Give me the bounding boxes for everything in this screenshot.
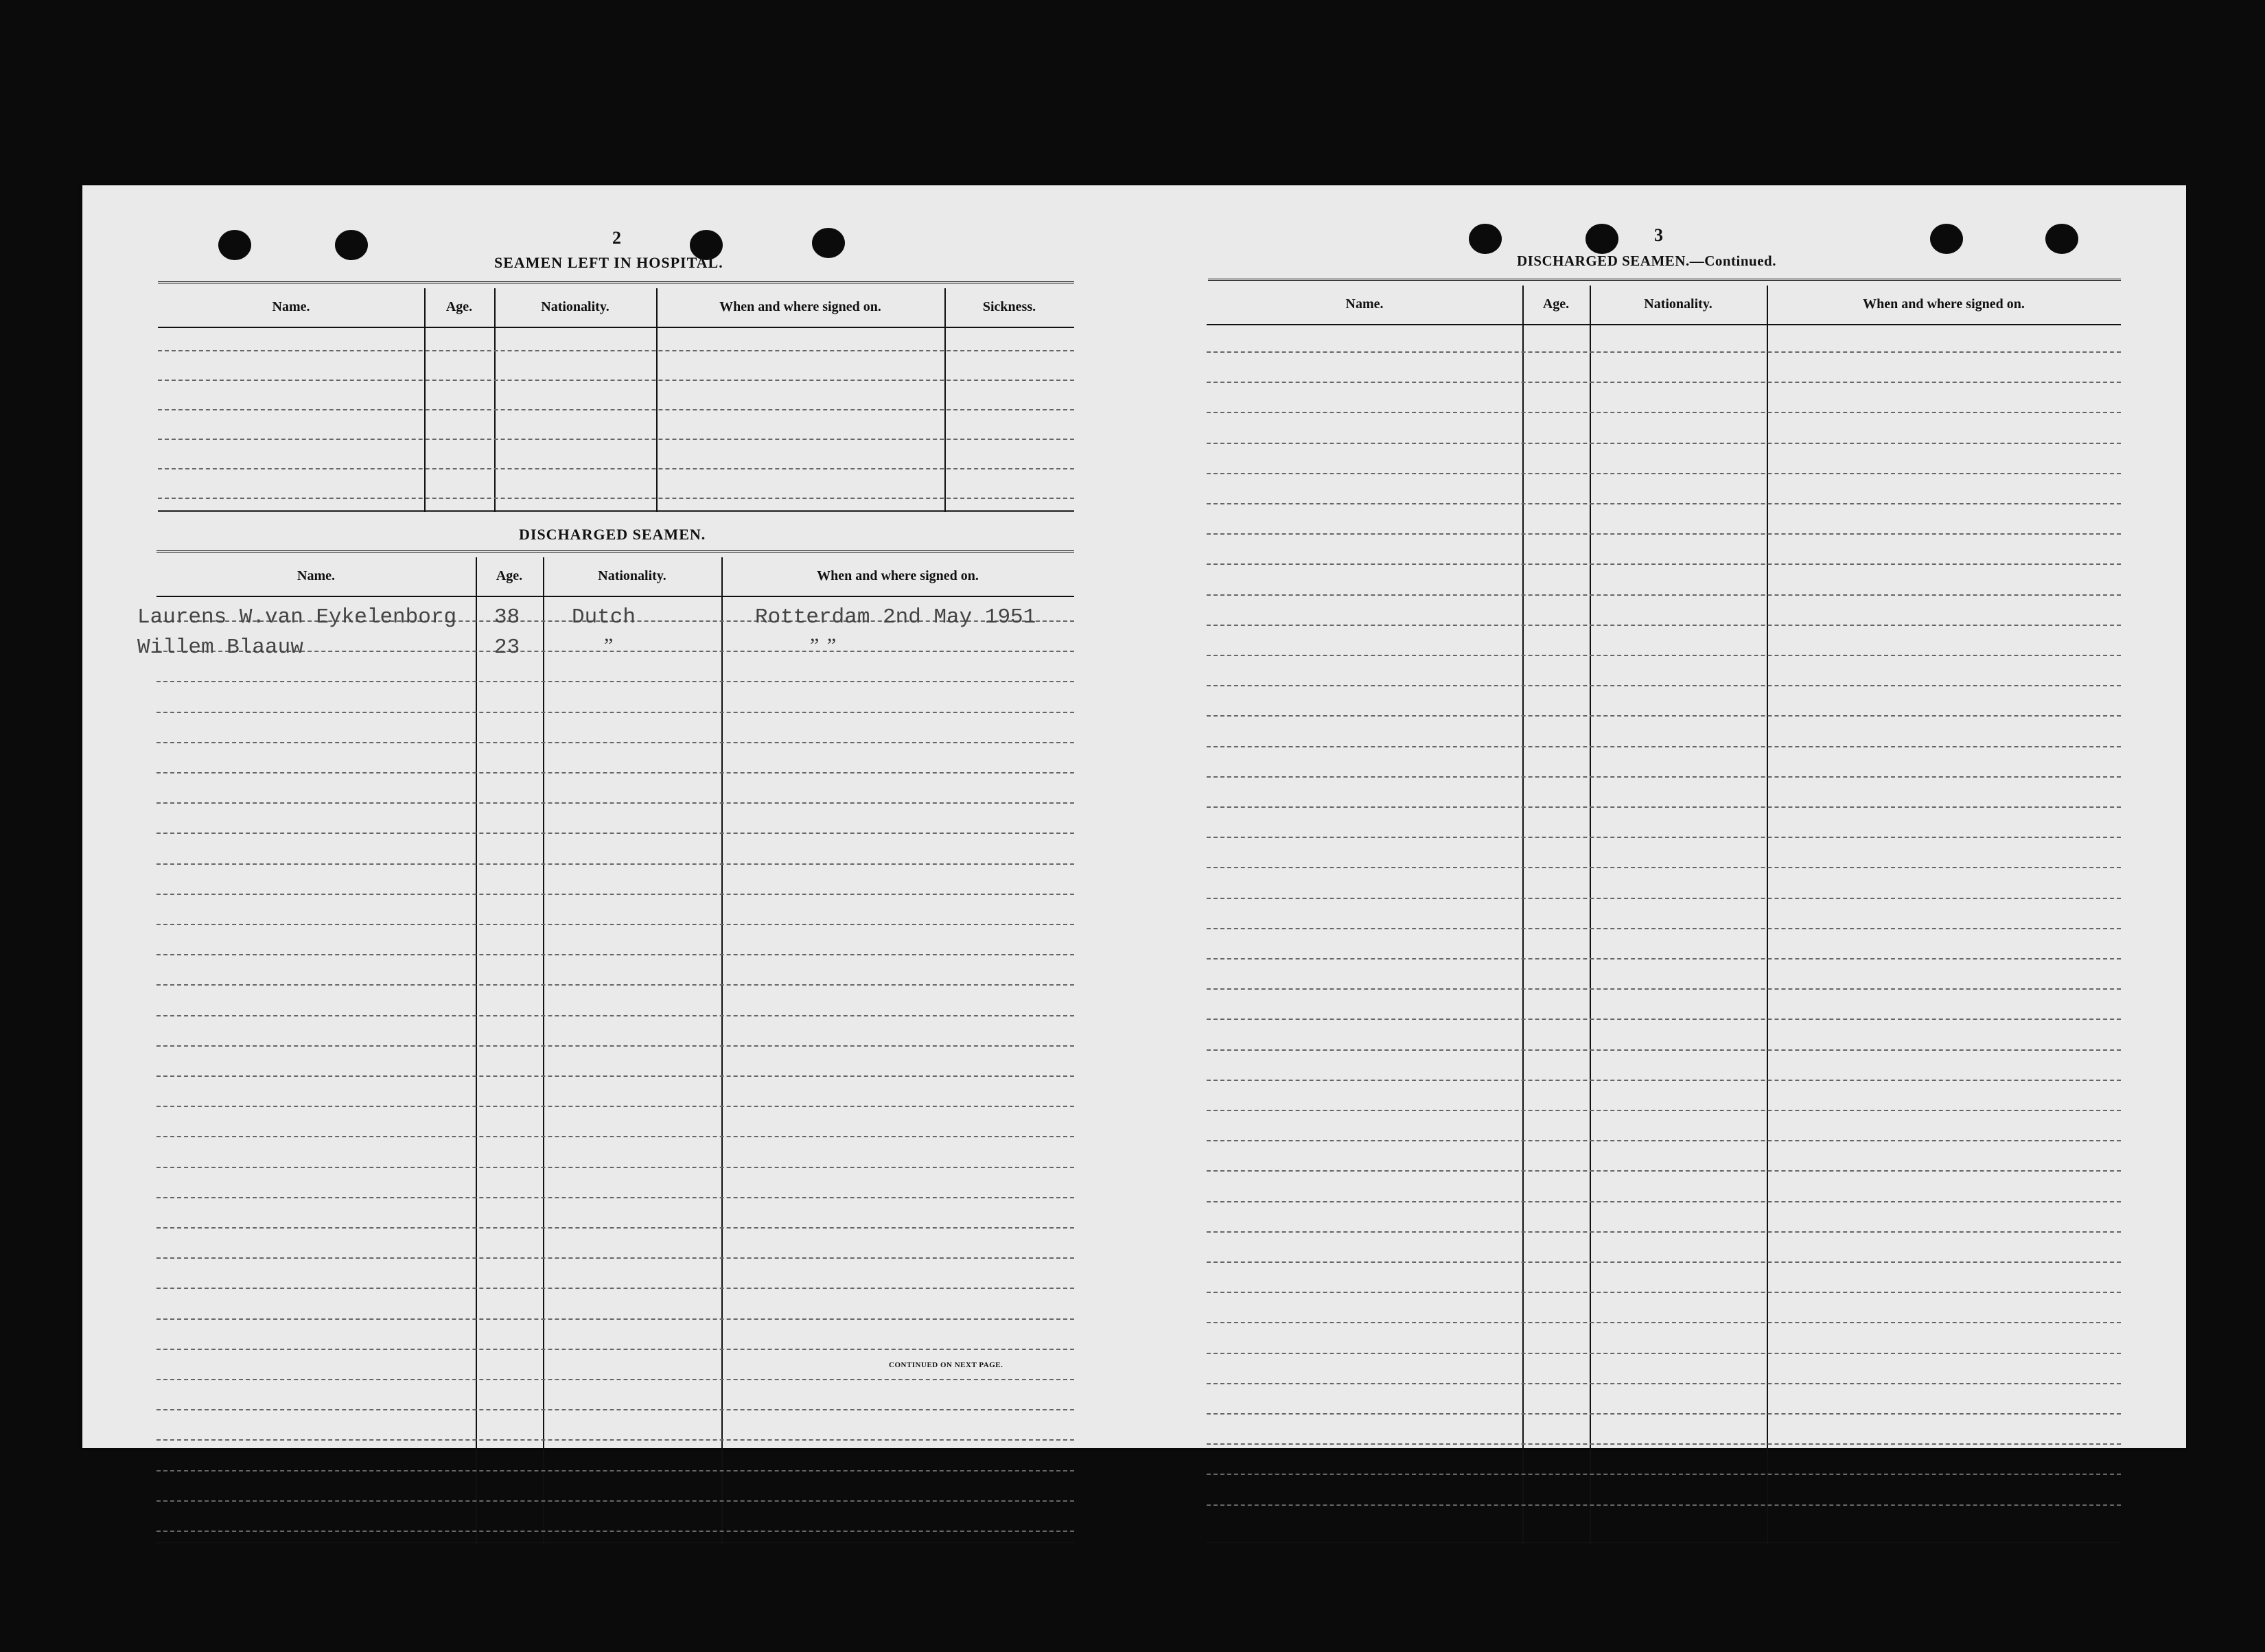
ruled-line	[156, 1409, 1074, 1410]
continued-note: CONTINUED ON NEXT PAGE.	[889, 1361, 1003, 1369]
hospital-table	[158, 288, 1074, 512]
right-section-title: DISCHARGED SEAMEN.—Continued.	[1517, 253, 1776, 269]
ruled-line	[1207, 1292, 2121, 1293]
col-header-name: Name.	[297, 568, 335, 583]
entry-2-age: 23	[494, 636, 520, 660]
ruled-line	[1207, 563, 2121, 565]
ruled-line	[1207, 1231, 2121, 1233]
ruled-line	[156, 1136, 1074, 1137]
ruled-line	[156, 681, 1074, 682]
ruled-line	[156, 712, 1074, 713]
hospital-section-title: SEAMEN LEFT IN HOSPITAL.	[494, 254, 723, 271]
discharged-top-rule	[156, 550, 1074, 555]
ruled-line	[156, 984, 1074, 986]
ruled-line	[1207, 1019, 2121, 1020]
col-header-age: Age.	[1542, 296, 1570, 312]
punch-hole	[335, 230, 368, 260]
ruled-line	[156, 1197, 1074, 1198]
col-header-signed-on: When and where signed on.	[817, 568, 979, 583]
col-header-age: Age.	[445, 299, 473, 314]
punch-hole	[1469, 224, 1502, 254]
entry-1-age: 38	[494, 605, 520, 629]
ruled-line	[1207, 928, 2121, 929]
ruled-line	[1207, 1383, 2121, 1384]
ruled-line	[156, 1106, 1074, 1107]
ledger-sheet	[82, 185, 2186, 1448]
ruled-line	[156, 924, 1074, 925]
ruled-line	[156, 1439, 1074, 1441]
ruled-line	[1207, 412, 2121, 413]
right-top-rule	[1208, 279, 2121, 283]
col-header-age: Age.	[496, 568, 523, 583]
punch-hole	[2045, 224, 2078, 254]
ruled-line	[156, 954, 1074, 955]
ruled-line	[1207, 958, 2121, 959]
ruled-line	[156, 1470, 1074, 1471]
ruled-line	[156, 1500, 1074, 1502]
entry-1-signed-on: Rotterdam 2nd May 1951	[755, 605, 1036, 629]
punch-hole	[218, 230, 251, 260]
ruled-line	[1207, 1353, 2121, 1354]
ruled-line	[156, 772, 1074, 773]
ruled-line	[1207, 1170, 2121, 1172]
ruled-line	[156, 1379, 1074, 1380]
ruled-line	[1207, 382, 2121, 383]
ruled-line	[156, 1075, 1074, 1077]
entry-2-nationality-ditto: ”	[604, 634, 615, 657]
hospital-header-row	[158, 288, 1074, 328]
ruled-line	[156, 1015, 1074, 1016]
entry-1-nationality: Dutch	[572, 605, 636, 629]
col-header-name: Name.	[1345, 296, 1384, 312]
ruled-line	[1207, 473, 2121, 474]
col-header-sickness: Sickness.	[982, 299, 1036, 314]
ruled-line	[1207, 655, 2121, 656]
col-header-nationality: Nationality.	[598, 568, 666, 583]
ruled-line	[1207, 806, 2121, 808]
col-header-nationality: Nationality.	[541, 299, 609, 314]
right-header-row	[1207, 286, 2121, 325]
page-number-right: 3	[1654, 225, 1663, 245]
col-header-name: Name.	[272, 299, 310, 314]
ruled-line	[1207, 1413, 2121, 1415]
entry-2-signed-on-ditto: ” ”	[810, 634, 838, 657]
page-number-left: 2	[612, 228, 621, 248]
ruled-line	[1207, 1474, 2121, 1475]
ruled-line	[1207, 1049, 2121, 1051]
col-header-signed-on: When and where signed on.	[1863, 296, 2025, 312]
ruled-line	[156, 1288, 1074, 1289]
punch-hole	[1586, 224, 1618, 254]
ruled-line	[1207, 533, 2121, 535]
punch-hole	[812, 228, 845, 258]
discharged-table	[156, 557, 1074, 1544]
ruled-line	[1207, 685, 2121, 686]
ruled-line	[1207, 503, 2121, 504]
ruled-line	[1207, 1140, 2121, 1141]
ruled-line	[1207, 776, 2121, 778]
col-header-signed-on: When and where signed on.	[719, 299, 881, 314]
entry-1-name: Laurens W.van Eykelenborg	[137, 605, 457, 629]
ruled-line	[156, 1349, 1074, 1350]
ruled-line	[1207, 594, 2121, 596]
discharged-continued-table	[1207, 286, 2121, 1544]
ruled-line	[1207, 988, 2121, 990]
ruled-line	[1207, 1080, 2121, 1081]
ruled-line	[156, 1227, 1074, 1229]
ruled-line	[1207, 1261, 2121, 1263]
ruled-line	[1207, 351, 2121, 353]
punch-hole	[1930, 224, 1963, 254]
ruled-line	[1207, 867, 2121, 868]
ruled-line	[1207, 898, 2121, 899]
ruled-line	[1207, 715, 2121, 717]
entry-2-name: Willem Blaauw	[137, 636, 303, 660]
ruled-line	[156, 1167, 1074, 1168]
ruled-line	[156, 1318, 1074, 1320]
discharged-section-title: DISCHARGED SEAMEN.	[519, 526, 706, 543]
ruled-line	[1207, 837, 2121, 838]
hospital-top-rule	[158, 281, 1074, 286]
ruled-line	[1207, 625, 2121, 626]
ruled-line	[1207, 1504, 2121, 1506]
ruled-line	[156, 742, 1074, 743]
ruled-line	[156, 1045, 1074, 1047]
ruled-line	[1207, 1322, 2121, 1323]
ruled-line	[1207, 1201, 2121, 1202]
discharged-header-row	[156, 557, 1074, 597]
ruled-line	[156, 863, 1074, 865]
col-header-nationality: Nationality.	[1644, 296, 1712, 312]
ruled-line	[1207, 443, 2121, 444]
ruled-line	[156, 1257, 1074, 1259]
ruled-line	[156, 1531, 1074, 1532]
ruled-line	[1207, 1443, 2121, 1445]
ruled-line	[156, 894, 1074, 895]
ruled-line	[1207, 1110, 2121, 1111]
ruled-line	[156, 802, 1074, 804]
ruled-line	[156, 833, 1074, 834]
ruled-line	[1207, 746, 2121, 747]
